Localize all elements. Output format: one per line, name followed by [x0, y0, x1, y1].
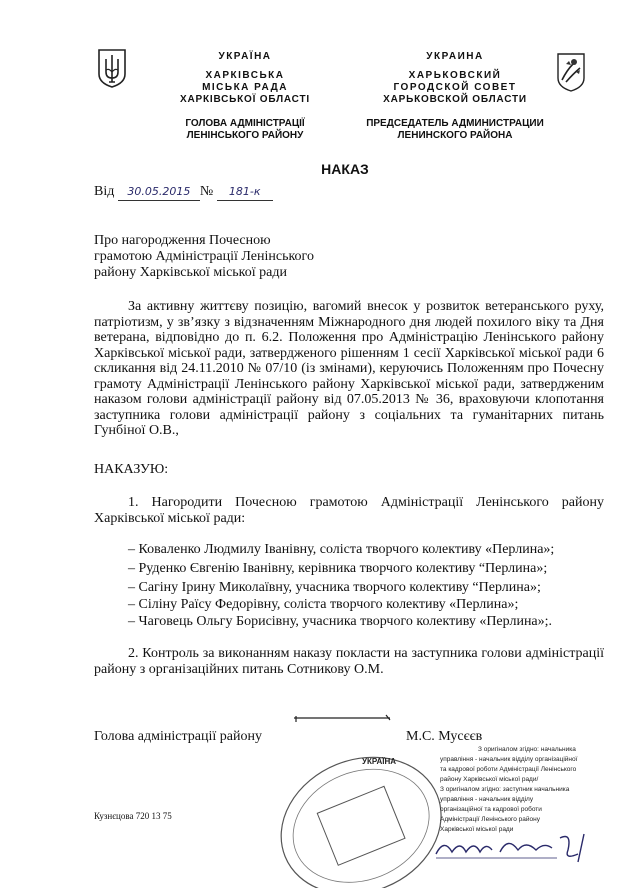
- number-value: 181-к: [217, 184, 273, 201]
- signature-title: Голова адміністрації району: [94, 729, 262, 744]
- number-prefix: №: [199, 184, 214, 199]
- awardee-3: – Сагіну Ірину Миколаївну, учасника творчого колективу “Перлина»;: [128, 580, 541, 595]
- header-ua-council-2: МІСЬКА РАДА: [202, 82, 288, 93]
- awardee-2: – Руденко Євгенію Іванівну, керівника творчого колективу “Перлина»;: [128, 561, 548, 576]
- kharkiv-emblem-icon: [556, 52, 586, 92]
- header-ua-council-3: ХАРКІВСЬКОЇ ОБЛАСТІ: [180, 94, 310, 105]
- header-ua-council-1: ХАРКІВСЬКА: [205, 70, 285, 81]
- subject-line-3: району Харківської міської ради: [94, 265, 287, 280]
- stamp-line-8: Адміністрації Ленінського району: [440, 816, 540, 823]
- order-word: НАКАЗУЮ:: [94, 462, 169, 477]
- date-line: [94, 184, 273, 201]
- header-ru-council-1: ХАРЬКОВСКИЙ: [408, 70, 502, 81]
- stamp-line-4: району Харківської міської ради/: [440, 776, 539, 783]
- doc-type-title: НАКАЗ: [321, 161, 369, 177]
- executor-note: Кузнєцова 720 13 75: [94, 811, 172, 821]
- order-item-2: 2. Контроль за виконанням наказу покласти на заступника голови адміністрації району з організаційних питань Сотникову О.М.: [94, 646, 604, 677]
- subject-line-1: Про нагородження Почесною: [94, 233, 271, 248]
- stamp-line-9: Харківської міської ради: [440, 826, 514, 833]
- header-ru-council-3: ХАРЬКОВСКОЙ ОБЛАСТИ: [383, 94, 527, 105]
- date-prefix: Від: [94, 184, 115, 199]
- stamp-line-5: З оригіналом згідно: заступник начальника: [440, 786, 570, 793]
- header-ua-head-2: ЛЕНІНСЬКОГО РАЙОНУ: [186, 130, 304, 141]
- stamp-line-1: З оригіналом згідно: начальника: [478, 746, 576, 753]
- header-ua-country: УКРАЇНА: [218, 51, 272, 62]
- header-ru-head-1: ПРЕДСЕДАТЕЛЬ АДМИНИСТРАЦИИ: [366, 118, 544, 129]
- ukraine-coat-of-arms-icon: [97, 48, 127, 88]
- round-stamp-icon: [260, 748, 460, 888]
- stamp-line-6: управління - начальник відділу: [440, 796, 534, 803]
- awardee-5: – Чаговець Ольгу Борисівну, учасника творчого колективу «Перлина»;.: [128, 614, 553, 629]
- round-stamp-text: УКРАЇНА: [362, 757, 397, 766]
- header-ru-council-2: ГОРОДСКОЙ СОВЕТ: [393, 82, 517, 93]
- date-value: 30.05.2015: [118, 184, 200, 201]
- stamp-line-3: та кадрової роботи Адміністрації Ленінського: [440, 766, 577, 773]
- signature-name: М.С. Мусєєв: [406, 729, 483, 744]
- order-item-1: 1. Нагородити Почесною грамотою Адміністрації Ленінського району Харківської міської ради:: [94, 495, 604, 526]
- preamble-paragraph: За активну життєву позицію, вагомий внесок у розвиток ветеранського руху, патріотизм, у зв’язку з відзначенням Міжнародного дня людей похилого віку та Дня ветерана, відповідно до п. 6.2. Положення про Адміністрацію Ленінського району Харківської міської ради, затвердженого рішенням 1 сесії Харківської міської ради 6 скликання від 24.11.2010 № 07/10 (із змінами), керуючись Положенням про Почесну грамоту Адміністрації Ленінського району Харківської міської ради, затвердженим наказом голови адміністрації району від 07.05.2013 № 36, враховуючи клопотання заступника голови адміністрації району з соціальних та гуманітарних питань Гунбіної О.В.,: [94, 299, 604, 438]
- certification-signature-icon: [432, 828, 602, 868]
- header-ua-head-1: ГОЛОВА АДМІНІСТРАЦІЇ: [185, 118, 305, 129]
- header-ru-head-2: ЛЕНИНСКОГО РАЙОНА: [397, 130, 513, 141]
- awardee-4: – Сіліну Раїсу Федорівну, соліста творчого колективу «Перлина»;: [128, 597, 519, 612]
- awardee-1: – Коваленко Людмилу Іванівну, соліста творчого колективу «Перлина»;: [128, 542, 555, 557]
- header-ru-country: УКРАИНА: [426, 51, 484, 62]
- stamp-line-2: управління - начальник відділу організаційної: [440, 756, 578, 763]
- subject-line-2: грамотою Адміністрації Ленінського: [94, 249, 314, 264]
- signature-scribble-icon: [290, 710, 400, 732]
- stamp-line-7: організаційної та кадрової роботи: [440, 806, 542, 813]
